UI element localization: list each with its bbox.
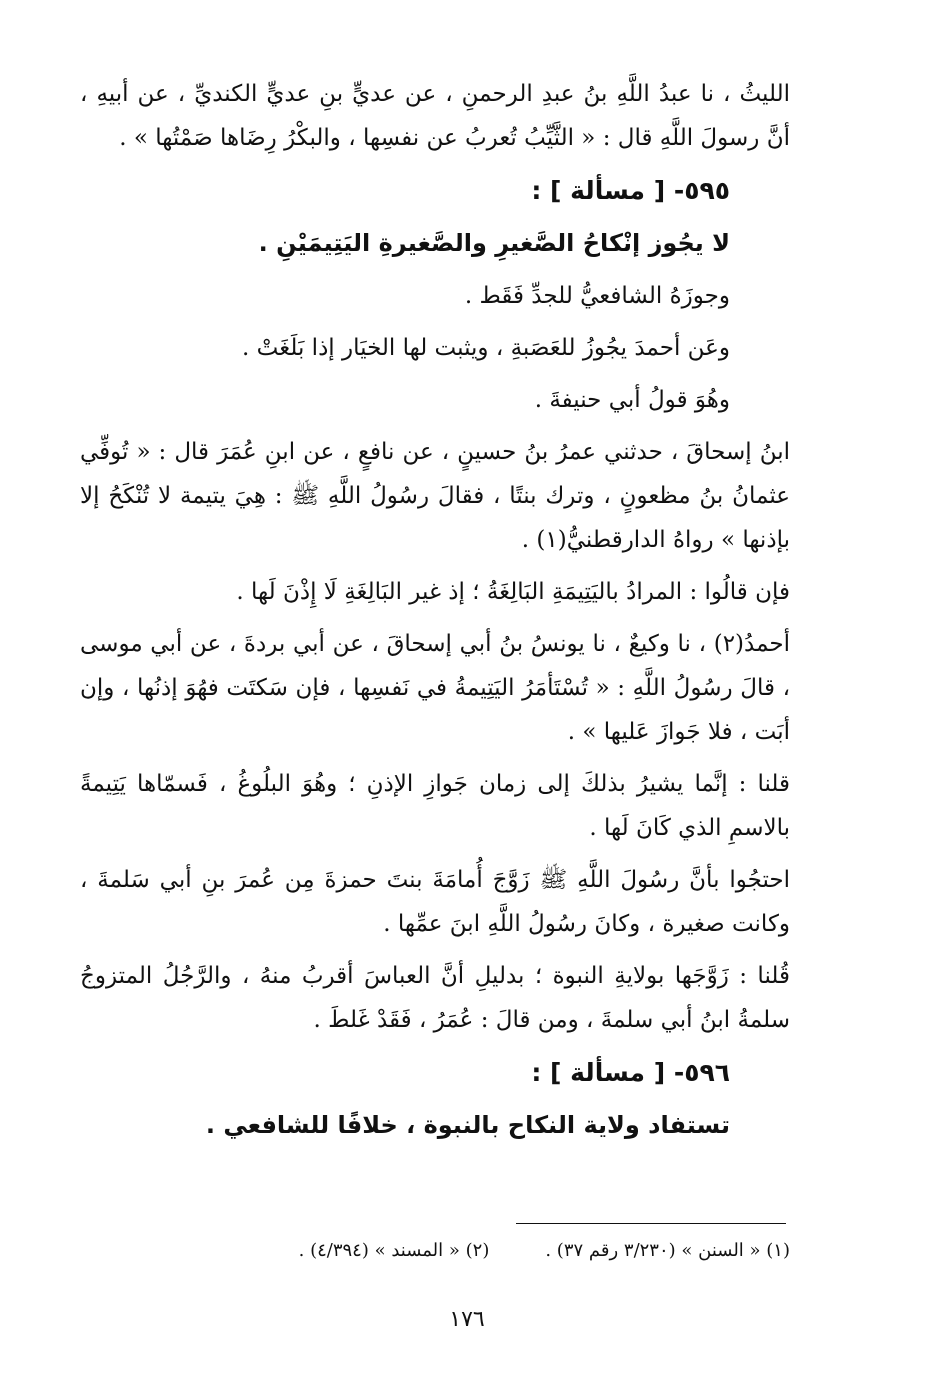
issue-595-line-1: وجوزَهُ الشافعيُّ للجدِّ فَقَط . <box>464 283 730 309</box>
issue-595-paragraph-4: قلنا : إنَّما يشيرُ بذلكَ إلى زمان جَوازِ الإذنِ ؛ وهُوَ البلُوغُ ، فَسمّاها يَتِيمةً بالاسمِ الذي كَانَ لَها . <box>80 771 790 841</box>
footnotes <box>80 1236 790 1266</box>
issue-595-paragraph-5: احتجُوا بأنَّ رسُولَ اللَّهِ ﷺ زَوَّجَ أُمامَةَ بنتَ حمزةَ مِن عُمرَ بنِ أبي سَلمةَ ، وكانت صغيرة ، وكانَ رسُولُ اللَّهِ ابنَ عمِّها . <box>80 867 790 937</box>
issue-595-heading: ٥٩٥- [ مسألة ] : <box>531 176 730 205</box>
issue-595-paragraph-6: قُلنا : زَوَّجَها بولايةِ النبوة ؛ بدليلِ أنَّ العباسَ أقربُ منهُ ، والرَّجُلُ المتزوجُ سلمةُ ابنُ أبي سلمةَ ، ومن قالَ : عُمَرُ ، فَقَدْ غَلطَ . <box>80 963 790 1033</box>
issue-595-title: لا يجُوز إنْكاحُ الصَّغيرِ والصَّغيرةِ اليَتِيمَيْنِ . <box>258 229 730 257</box>
opening-paragraph: الليثُ ، نا عبدُ اللَّهِ بنُ عبدِ الرحمنِ ، عن عديٍّ بنِ عديٍّ الكنديِّ ، عن أبيهِ ، أنَّ رسولَ اللَّهِ قال : « الثَّيِّبُ تُعربُ عن نفسِها ، والبكْرُ رِضَاها صَمْتُها » . <box>80 81 790 151</box>
issue-596-heading: ٥٩٦- [ مسألة ] : <box>531 1058 730 1087</box>
footnote-divider <box>516 1223 786 1224</box>
page-number: ١٧٦ <box>449 1307 485 1332</box>
issue-595-paragraph-3: أحمدُ(٢) ، نا وكيعٌ ، نا يونسُ بنُ أبي إسحاقَ ، عن أبي بردةَ ، عن أبي موسى ، قالَ رسُولُ اللَّهِ : « تُسْتَأمَرُ اليَتِيمةُ في نَفسِها ، فإن سَكتَت فهُوَ إذنُها ، وإن أبَت ، فلا جَوازَ عَليها » . <box>80 631 790 745</box>
issue-595-line-2: وعَن أحمدَ يجُوزُ للعَصَبةِ ، ويثبت لها الخيَار إذا بَلَغَتْ . <box>242 335 730 361</box>
footnote-1: (١) « السنن » (٣/٢٣٠ رقم ٣٧) . <box>545 1240 790 1261</box>
issue-596-title: تستفاد ولاية النكاح بالنبوة ، خلافًا للشافعي . <box>205 1111 730 1139</box>
page-body <box>80 72 790 1156</box>
issue-595-line-3: وهُوَ قولُ أبي حنيفةَ . <box>534 387 730 413</box>
footnote-2: (٢) « المسند » (٤/٣٩٤) . <box>298 1240 490 1261</box>
issue-595-paragraph-2: فإن قالُوا : المرادُ باليَتِيمَةِ البَالِغَةُ ؛ إذ غير البَالِغَةِ لَا إِذْنَ لَها . <box>236 579 790 605</box>
issue-595-paragraph-1: ابنُ إسحاقَ ، حدثني عمرُ بنُ حسينٍ ، عن نافعٍ ، عن ابنِ عُمَرَ قال : « تُوفِّي عثمانُ بنُ مظعونٍ ، وترك بنتًا ، فقالَ رسُولُ اللَّهِ ﷺ : هِيَ يتيمة لا تُنْكَحُ إلا بإذنها » رواهُ الدارقطنيُّ(١) . <box>80 439 790 553</box>
